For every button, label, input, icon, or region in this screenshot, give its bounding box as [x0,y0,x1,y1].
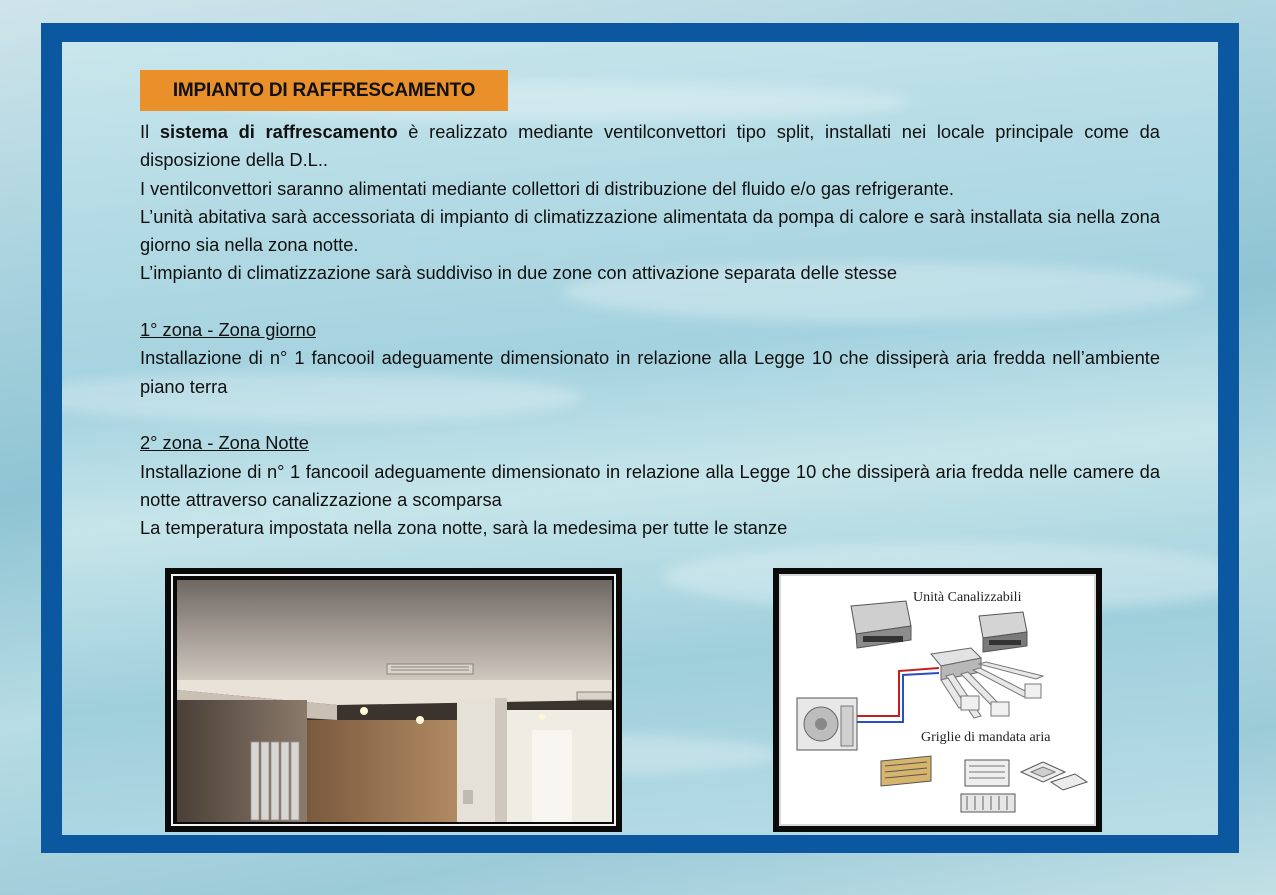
section-title [140,70,508,111]
intro-p1-rest: è realizzato mediante ventilconvettori tipo split, installati nei locale principale come da disposizione della D.L.. [140,121,1160,171]
diagram-label-grilles: Griglie di mandata aria [921,730,1051,745]
intro-paragraph-3: L’unità abitativa sarà accessoriata di impianto di climatizzazione alimentata da pompa di calore e sarà installata sia nella zona giorno sia nella zona notte. [140,205,1160,256]
intro-p1-prefix: Il [140,121,160,142]
diagram-graphic [781,576,1094,824]
ducted-unit-icon [851,601,911,648]
intro-paragraph-4: L’impianto di climatizzazione sarà suddiviso in due zone con attivazione separata delle stesse [140,262,898,284]
section-title-text: IMPIANTO DI RAFFRESCAMENTO [172,79,476,101]
zone2-note: La temperatura impostata nella zona notte, sarà la medesima per tutte le stanze [140,517,788,539]
zone2-heading: 2° zona - Zona Notte [140,432,309,454]
interior-photo [165,568,622,832]
grille-icon [961,794,1015,812]
ducted-units-diagram [773,568,1102,832]
intro-p1-bold: sistema di raffrescamento [159,121,398,142]
interior-photo-image [177,580,612,822]
zone1-text: Installazione di n° 1 fancooil adeguamente dimensionato in relazione alla Legge 10 che dissiperà aria fredda nell’ambiente piano terra [140,347,1160,397]
zone1-heading: 1° zona - Zona giorno [140,319,317,341]
intro-paragraph-2: I ventilconvettori saranno alimentati mediante collettori di distribuzione del fluido e/o gas refrigerante. [140,177,954,199]
grille-icon [965,760,1009,786]
zone2-text: Installazione di n° 1 fancooil adeguamente dimensionato in relazione alla Legge 10 che dissiperà aria fredda nelle camere da notte attraverso canalizzazione a scomparsa [140,460,1160,510]
grille-icon [1021,762,1065,782]
ducted-unit-icon [979,612,1027,652]
diagram-label-units: Unità Canalizzabili [913,590,1022,605]
intro-paragraph-1 [140,118,1160,175]
outdoor-unit-icon [797,698,857,750]
grille-icon [881,756,931,786]
body-text [140,118,1160,542]
